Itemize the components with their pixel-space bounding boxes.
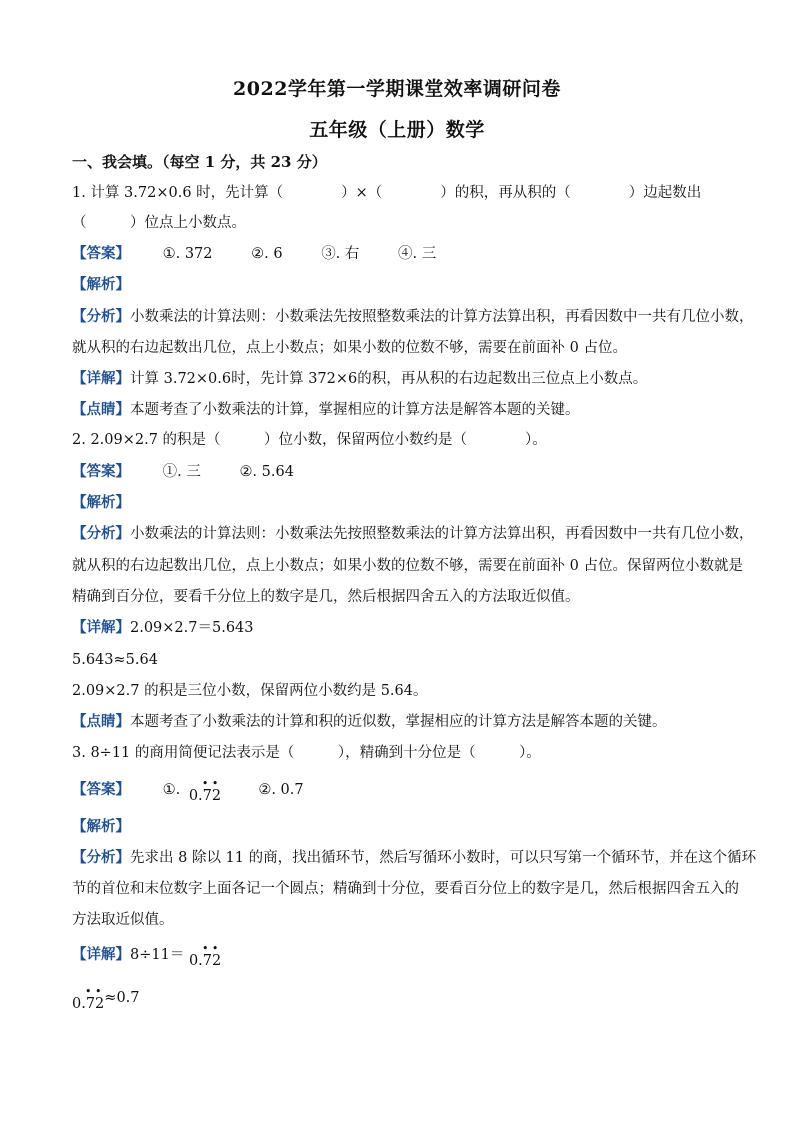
dianjing-label: 【点睛】 <box>72 401 130 418</box>
fenxi-label: 【分析】 <box>72 308 130 325</box>
xiangjie-label: 【详解】 <box>72 946 130 963</box>
question-1-answer <box>72 244 732 264</box>
xiangjie-label: 【详解】 <box>72 370 130 387</box>
document-title: 2022学年第一学期课堂效率调研问卷 <box>233 78 561 100</box>
question-2-answer <box>72 462 732 482</box>
answer-value: ①. 372 <box>162 246 213 262</box>
analysis-dianjing: 【点睛】本题考查了小数乘法的计算，掌握相应的计算方法是解答本题的关键。 <box>72 401 580 418</box>
question-3-text: 3. 8÷11 的商用简便记法表示是（ ），精确到十分位是（ ）。 <box>72 745 541 761</box>
analysis-fenxi-cont: 就从积的右边起数出几位，点上小数点；如果小数的位数不够，需要在前面补 0 占位。保留两位小数就是 <box>72 558 743 574</box>
question-3-answer <box>72 777 732 806</box>
answer-label: 【答案】 <box>72 245 130 262</box>
calculation-step: • • 0.72≈0.7 <box>72 985 140 1012</box>
answer-marker: ①. <box>162 782 181 798</box>
calculation-step: 5.643≈5.64 <box>72 652 158 668</box>
analysis-label: 【解析】 <box>72 494 130 511</box>
repeating-decimal: • • 0.72 <box>188 942 222 969</box>
answer-value: ②. 5.64 <box>239 464 294 480</box>
answer-value: ②. 0.7 <box>258 782 304 798</box>
fenxi-label: 【分析】 <box>72 849 130 866</box>
analysis-fenxi: 【分析】小数乘法的计算法则：小数乘法先按照整数乘法的计算方法算出积，再看因数中一共有几位小数， <box>72 525 754 542</box>
analysis-fenxi-cont: 节的首位和末位数字上面各记一个圆点；精确到十分位，要看百分位上的数字是几，然后根据四舍五入的 <box>72 881 739 897</box>
answer-label: 【答案】 <box>72 781 130 798</box>
analysis-label: 【解析】 <box>72 276 130 293</box>
dianjing-label: 【点睛】 <box>72 713 130 730</box>
question-1-text-cont: （ ）位点上小数点。 <box>72 215 246 231</box>
analysis-fenxi: 【分析】小数乘法的计算法则：小数乘法先按照整数乘法的计算方法算出积，再看因数中一共有几位小数， <box>72 308 754 325</box>
answer-value: ①. 三 <box>162 464 201 480</box>
answer-value: ④. 三 <box>398 246 437 262</box>
repeating-decimal: • • 0.72 <box>188 777 222 804</box>
analysis-label: 【解析】 <box>72 818 130 835</box>
fenxi-label: 【分析】 <box>72 525 130 542</box>
repeating-dots: • • <box>85 985 102 998</box>
document-subtitle: 五年级（上册）数学 <box>309 119 485 141</box>
answer-label: 【答案】 <box>72 463 130 480</box>
repeating-decimal: • • 0.72 <box>72 985 105 1012</box>
analysis-fenxi-cont: 方法取近似值。 <box>72 912 174 928</box>
question-2-text: 2. 2.09×2.7 的积是（ ）位小数，保留两位小数约是（ ）。 <box>72 432 547 448</box>
analysis-xiangjie: 【详解】计算 3.72×0.6时，先计算 372×6的积，再从积的右边起数出三位点上小数点。 <box>72 370 648 387</box>
question-1-text: 1. 计算 3.72×0.6 时，先计算（ ）×（ ）的积，再从积的（ ）边起数出 <box>72 185 702 201</box>
xiangjie-label: 【详解】 <box>72 619 130 636</box>
analysis-fenxi-cont: 就从积的右边起数出几位，点上小数点；如果小数的位数不够，需要在前面补 0 占位。 <box>72 340 627 356</box>
analysis-fenxi-cont: 精确到百分位，要看千分位上的数字是几，然后根据四舍五入的方法取近似值。 <box>72 589 580 605</box>
calculation-step: 2.09×2.7 的积是三位小数，保留两位小数约是 5.64。 <box>72 683 428 699</box>
analysis-xiangjie: 【详解】8÷11＝ • • 0.72 <box>72 942 222 969</box>
analysis-xiangjie: 【详解】2.09×2.7＝5.643 <box>72 619 254 636</box>
answer-value: ③. 右 <box>321 246 360 262</box>
repeating-dots: • • <box>201 942 219 955</box>
answer-value: ②. 6 <box>251 246 283 262</box>
analysis-fenxi: 【分析】先求出 8 除以 11 的商，找出循环节，然后写循环小数时，可以只写第一个循环节，并在这个循环 <box>72 849 757 866</box>
analysis-dianjing: 【点睛】本题考查了小数乘法的计算和积的近似数，掌握相应的计算方法是解答本题的关键。 <box>72 713 667 730</box>
section-heading: 一、我会填。（每空 1 分，共 23 分） <box>72 153 327 171</box>
repeating-dots: • • <box>201 777 219 790</box>
